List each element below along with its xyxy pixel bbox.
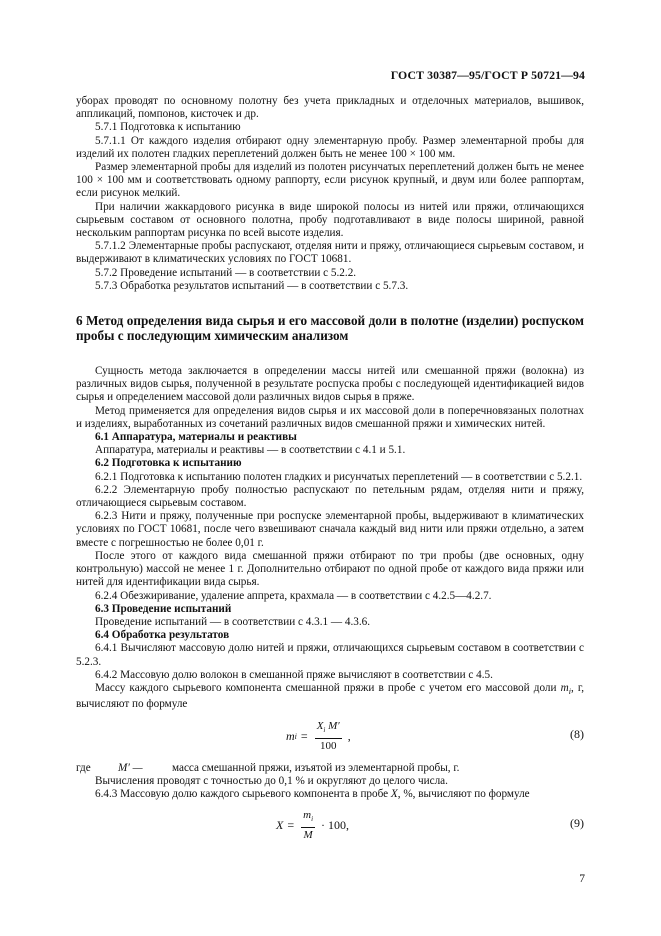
subsection-heading: 6.2 Подготовка к испытанию [95,457,242,470]
paragraph: 6.2.3 Нити и пряжу, полученные при роспуске элементарной пробы, выдерживают в климатических условиях по ГОСТ 10681, после чего взвешивают сначала каждый вид нити или пряжи отдельно, а затем вместе с погрешностью не более 0,01 г. [76,510,584,549]
paragraph: 5.7.1.2 Элементарные пробы распускают, отделяя нити и пряжу, отличающиеся сырьевым составом, и выдерживают в климатических условиях по ГОСТ 10681. [76,240,584,266]
fraction-numerator [301,809,315,828]
paragraph: 5.7.3 Обработка результатов испытаний — в соответствии с 5.7.3. [95,279,409,292]
numerator-sub: i [323,725,326,734]
formula-lhs-sub: i [294,731,297,741]
formula-lhs: X [276,818,284,833]
subscript: i [568,687,571,697]
subsection-heading: 6.4 Обработка результатов [95,629,230,642]
paragraph [76,788,584,801]
paragraph: Метод применяется для определения видов сырья и их массовой доли в поперечновязаных полотнах и изделиях, выработанных из сочетаний различных видов смешанной пряжи и химических нитей. [76,404,584,430]
formula-8 [76,718,584,758]
paragraph: Проведение испытаний — в соответствии с 4.3.1 — 4.3.6. [95,615,371,628]
paragraph: Вычисления проводят с точностью до 0,1 % и округляют до целого числа. [95,774,448,787]
paragraph: Сущность метода заключается в определении массы нитей или смешанной пряжи (волокна) из различных видов сырья, полученной в результате роспуска пробы с последующей идентификацией видов сырья и определением массовой доли различных видов сырья в пряже. [76,365,584,404]
paragraph: 5.7.1 Подготовка к испытанию [95,121,241,134]
paragraph: При наличии жаккардового рисунка в виде широкой полосы из нитей или пряжи, отличающихся сырьевым составом от основного полотна, пробу подготавливают в виде полосы шириной, равной нескольким раппортам рисунка по всей высоте изделия. [76,200,584,240]
fraction-denominator: M [303,829,313,842]
text-run: , %, вычисляют по формуле [397,787,530,800]
legend-symbol: M′ — [118,761,143,774]
text-run: , г, вычисляют по формуле [76,681,585,711]
fraction [315,720,342,753]
paragraph: 6.4.2 Массовую долю волокон в смешанной пряже вычисляют в соответствии с 4.5. [95,668,493,681]
variable: m [560,681,569,694]
document-body [76,95,584,851]
text-run: 6.4.3 Массовую долю каждого сырьевого компонента в пробе [95,787,389,800]
formula-tail: · 100, [321,818,350,833]
formula-number: (8) [570,726,584,741]
paragraph: 5.7.1.1 От каждого изделия отбирают одну элементарную пробу. Размер элементарной пробы для изделий их полотен гладких переплетений должен быть не менее 100 × 100 мм. [76,134,584,160]
paragraph [76,682,584,712]
formula-tail: , [347,728,351,743]
numerator-var: m [303,809,312,822]
formula-expression [286,720,351,753]
formula-9 [76,807,584,847]
section-heading: 6 Метод определения вида сырья и его массовой доли в полотне (изделии) роспуском пробы с последующим химическим анализом [76,313,584,344]
variable: X [390,787,398,800]
paragraph: Размер элементарной пробы для изделий из полотен рисунчатых переплетений должен быть не менее 100 × 100 мм и соответствовать одному раппорту, если рисунок крупный, и двум или более раппортам, если рисунок мелкий. [76,161,584,200]
text-run: Массу каждого сырьевого компонента смешанной пряжи в пробе с учетом его массовой доли [95,681,557,694]
fraction-denominator: 100 [319,739,337,752]
formula-legend [76,762,584,775]
numerator-var: X [316,719,324,732]
document-code-header: ГОСТ 30387—95/ГОСТ Р 50721—94 [390,68,585,82]
paragraph: После этого от каждого вида смешанной пряжи отбирают по три пробы (две основных, одну контрольную) массой не менее 1 г. Дополнительно отбирают по одной пробе от каждого вида пряжи или нитей для идентификации вида сырья. [76,549,584,589]
legend-text: масса смешанной пряжи, изъятой из элементарной пробы, г. [172,761,460,774]
equals-sign: = [300,728,308,743]
paragraph: уборах проводят по основному полотну без учета прикладных и отделочных материалов, вышивок, аппликаций, помпонов, кисточек и др. [76,95,584,121]
paragraph: Аппаратура, материалы и реактивы — в соответствии с 4.1 и 5.1. [95,444,406,457]
subsection-heading: 6.3 Проведение испытаний [95,602,232,615]
page-number: 7 [579,873,585,885]
paragraph: 5.7.2 Проведение испытаний — в соответствии с 5.2.2. [95,266,357,279]
formula-number: (9) [570,816,584,831]
fraction-numerator [315,720,342,739]
formula-expression [276,809,349,842]
paragraph: 6.2.4 Обезжиривание, удаление аппрета, крахмала — в соответствии с 4.2.5—4.2.7. [95,589,492,602]
paragraph: 6.4.1 Вычисляют массовую долю нитей и пряжи, отличающихся сырьевым составом в соответствии с 5.2.3. [76,642,584,668]
legend-label: где [76,761,91,774]
numerator-sub: i [311,815,314,824]
formula-lhs: m [286,728,295,743]
paragraph: 6.2.2 Элементарную пробу полностью распускают по петельным рядам, отделяя нити и пряжу, отличающиеся сырьевым составом. [76,483,584,510]
subsection-heading: 6.1 Аппаратура, материалы и реактивы [95,431,297,444]
paragraph: 6.2.1 Подготовка к испытанию полотен гладких и рисунчатых переплетений — в соответствии с 5.2.1. [95,470,583,483]
fraction [301,809,315,842]
numerator-rest: M′ [325,719,340,732]
equals-sign: = [287,818,295,833]
